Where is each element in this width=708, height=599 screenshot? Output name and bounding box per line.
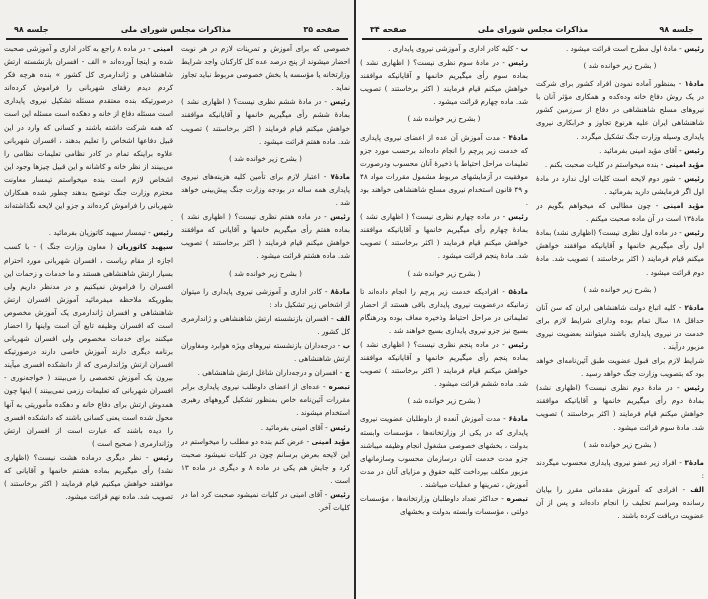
paragraph-text: - کلیه کادر اداری و آموزشی نیروی پایداری . (388, 44, 521, 53)
paragraph (360, 338, 528, 390)
speaker-label: تبصره (328, 382, 350, 392)
paragraph (360, 412, 528, 491)
reading-note: ( بشرح زیر خوانده شد ) (407, 268, 481, 278)
paragraph-text: - چون مطالبی که میخواهم بگویم در مادهٔ۱۳ است در آن ماده صحبت میکنم . (536, 201, 704, 224)
paragraph (536, 381, 704, 433)
page-number: صفحه ۳۵ (303, 24, 340, 34)
page-number: صفحه ۳۴ (370, 24, 407, 34)
paragraph (536, 172, 704, 198)
paragraph (181, 366, 350, 379)
reading-note: ( بشرح زیر خوانده شد ) (583, 439, 657, 449)
paragraph (536, 483, 704, 522)
speaker-label: رئیس (330, 490, 350, 499)
page-header (6, 22, 348, 40)
paragraph (536, 199, 704, 225)
paragraph-text: - مادهٔ اول مطرح است قرائت میشود . (565, 44, 685, 53)
paragraph (536, 226, 704, 278)
paragraph (536, 158, 704, 171)
paragraph (181, 312, 350, 338)
speaker-label: تبصره (506, 494, 528, 503)
reading-note: ( بشرح زیر خوانده شد ) (229, 153, 302, 163)
column-2 (360, 42, 528, 593)
paragraph-text: - افرادی که آموزش مقدماتی مقرر را بپایان رسانده ومراسم تحلیف را انجام داده‌اند و پس از آن عضویت دریافت کرده باشند . (536, 484, 704, 521)
paragraph (181, 339, 350, 365)
page-header (362, 22, 702, 40)
paragraph-text: - افسران و درجه‌داران شاغل ارتش شاهنشاهی . (197, 368, 345, 378)
speaker-label: مادهٔ۲ (684, 302, 704, 312)
column-2 (4, 42, 173, 593)
speaker-label: رئیس (153, 228, 173, 238)
reading-note: ( بشرح زیر خوانده شد ) (583, 284, 657, 294)
speaker-label: مادهٔ۸ (330, 286, 350, 296)
paragraph-text: - در مادهٔ سوم نظری نیست؟ ( اظهاری نشد ) بماده سوم رأی میگیریم خانمها و آقایانیکه موافقند خواهش میکنم قیام فرمایند ( اکثر برخاستند ) تصویب شد. ماده چهارم قرائت میشود . (360, 58, 528, 107)
paragraph (181, 285, 350, 311)
paragraph (360, 56, 528, 108)
speaker-label: امینی (152, 44, 173, 53)
speaker-label: ج (344, 368, 350, 378)
paragraph-text: - تیمسار سپهبد کاتوزیان بفرمائید . (48, 228, 154, 238)
session-number: جلسه ۹۸ (14, 24, 49, 34)
paragraph (181, 210, 350, 262)
column-1 (536, 42, 704, 593)
paragraph-text: - آقای امینی در کلیات نمیشود صحبت کرد اما در کلیات آخر. (181, 490, 350, 513)
paragraph-text: - بمنظور آماده نمودن افراد کشور برای شرکت در یک روش دفاع خانه وده‌کده و همکاری مؤثر آنان با نیروهای مسلح شاهنشاهی در دفاع از سرزمین کشور شاهنشاهی ایران علیه هرنوع تجاوز و خرابکاری نیروی پایداری وسیله وزارت جنگ تشکیل میگردد . (536, 79, 704, 141)
paragraph-text: - افسران بازنشسته ارتش شاهنشاهی و ژاندارمری کل کشور . (181, 313, 350, 336)
speaker-label: مؤید امینی (665, 159, 704, 169)
speaker-label: رئیس (684, 228, 704, 238)
paragraph-text: - کادر اداری و آموزشی نیروی پایداری را میتوان از اشخاص زیر تشکیل داد : (181, 286, 350, 309)
speaker-label: مادهٔ۱ (684, 79, 704, 89)
paragraph-text: خصوصی که برای آموزش و تمرینات لازم در هر نوبت احضار میشوند از پنج درصد عده کل کارکنان واجد شرایط وزارتخانه یا مؤسسه یا بخش خصوصی مربوط نباید تجاوز نماید . (181, 44, 350, 93)
paragraph (4, 226, 173, 239)
paragraph (181, 435, 350, 487)
speaker-label: سپهبد کاتوزیان (117, 242, 173, 252)
text-columns (4, 42, 350, 593)
speaker-label: رئیس (330, 422, 350, 432)
paragraph-text: - درجه‌داران بازنشسته نیروهای ویژه هوابرد ومغاوران ارتش شاهنشاهی . (181, 340, 350, 364)
paragraph-text: - افرادیکه خدمت زیر پرچم را انجام داده‌اند تا زمانیکه درعضویت نیروی پایداری باقی هستند از احضار تعلیماتی در مراحل احتیاط وذخیره معاف بوده ودرهنگام بسیج نیز جزو نیروی پایداری بسیج خواهند شد . (360, 286, 528, 335)
speaker-label: ب (342, 340, 350, 350)
paragraph (181, 421, 350, 434)
column-1 (181, 42, 350, 593)
paragraph-text: - کلیه اتباع دولت شاهنشاهی ایران که سن آنان حداقل ۱۸ سال تمام بوده ودارای شرایط لازم برای خدمت در نیروی پایداری باشند میتوانند بعضویت نیروی مزبور درآیند . (536, 302, 704, 351)
paragraph-text: - حداکثر تعداد داوطلبان وزارتخانه‌ها ، مؤسسات دولتی ، مؤسسات وابسته بدولت و بخشهای (360, 494, 528, 517)
paragraph (4, 240, 173, 450)
paragraph (181, 42, 350, 94)
reading-note: ( بشرح زیر خوانده شد ) (583, 61, 657, 71)
speaker-label: مؤید امینی (311, 436, 350, 446)
speaker-label: ب (520, 44, 528, 53)
text-columns (360, 42, 704, 593)
speaker-label: الف (690, 484, 704, 494)
paragraph-text: - بنده میخواستم در کلیات صحبت بکنم . (544, 159, 666, 169)
speaker-label: رئیس (330, 212, 350, 222)
speaker-label: الف (336, 313, 350, 323)
paragraph-text: - مدت آموزش آنعده از داوطلبان عضویت نیروی پایداری که در یکی از وزارتخانه‌ها ، مؤسسات وابسته بدولت ، بخشهای خصوصی مشغول انجام وظیفه میباشند جزو مدت خدمت آنان درسازمان محسوب وسازمانهای مزبور مکلف بپرداخت کلیه حقوق و مزایای آنان در مدت آموزش ، تمرینها و عملیات میباشند . (360, 414, 528, 489)
speaker-label: مادهٔ۴ (508, 132, 528, 142)
paragraph (4, 42, 173, 225)
paragraph-text: - اعتبار لازم برای تأمین کلیه هزینه‌های نیروی پایداری همه ساله در بودجه وزارت جنگ پیش‌بینی خواهد شد . (181, 171, 350, 208)
paragraph (181, 488, 350, 514)
speaker-label: رئیس (508, 339, 528, 349)
paragraph (181, 380, 350, 419)
page-34 (354, 0, 708, 599)
speaker-label: مؤید امینی (663, 201, 704, 211)
session-number: جلسه ۹۸ (659, 24, 694, 34)
paragraph-text: - در ماده ۸ راجع به کادر اداری و آموزشی صحبت شده و اینجا آورده‌اند « الف - افسران بازنشسته ارتش شاهنشاهی و ژاندارمری کل کشور » بنده هرچه فکر کردم دیدم رفقای شهربانی را فراموش کرده‌اند درصورتیکه بنده معتقدم مسئله تشکیل نیروی پایداری است مسئله دفاع از خانه و دهکده است مسئله این است که همه شرکت داشته باشند و کسانی که وارد در این قبیل دفاعها اشخاص را تعلیم بدهند ، افسران شهربانی علاوه براینکه تمام در کادر نظامی تعلیمات نظامی را می‌بینند از نظر خانه و کاشانه و این قبیل چیزها وجود این اشخاص لازم است بنده میخواستم تیمسار معاونت محترم وزارت جنگ توضیح بدهند چطور شده همکاران شهربانی را فراموش کرده‌اند و جزو این لایحه نگذاشته‌اند . (4, 44, 173, 224)
speaker-label: رئیس (684, 383, 704, 393)
paragraph (360, 42, 528, 55)
paragraph-text: - در ماده هفتم نظری نیست؟ ( اظهاری نشد ) بماده هفتم رأی میگیریم خانمها و آقایانی که موافقند خواهش میکنم قیام فرمایند ( اکثر برخاستند ) تصویب شد. ماده هشتم قرائت میشود . (181, 212, 350, 261)
paragraph-text: - عرض کنم بنده دو مطلب را میخواستم در این لایحه بعرض برسانم چون در کلیات نمیشود صحبت کرد و جایش هم یکی در ماده ۸ و دیگری در ماده ۱۳ است . (181, 436, 350, 485)
paragraph-text: شرایط لازم برای قبول عضویت طبق آئین‌نامه‌ای خواهد بود که بتصویب وزارت جنگ خواهد رسید . (536, 356, 704, 379)
speaker-label: رئیس (508, 212, 528, 222)
reading-note: ( بشرح زیر خوانده شد ) (229, 268, 302, 278)
publication-title: مذاکرات مجلس شورای ملی (120, 24, 232, 34)
paragraph (536, 77, 704, 142)
speaker-label: رئیس (684, 145, 704, 155)
speaker-label: مادهٔ۳ (684, 457, 704, 467)
paragraph-text: - در مادهٔ ششم نظری نیست؟ ( اظهاری نشد ) بمادهٔ ششم رأی میگیریم خانمها و آقایانیکه موافقند خواهش میکنم قیام فرمایند ( اکثر برخاستند ) تصویب شد. ماده هفتم قرائت میشود . (181, 97, 350, 146)
paragraph-text: - در ماده اول نظری نیست؟ (اظهاری نشد) بمادهٔ اول رأی میگیریم خانمها و آقایانیکه موافقند خواهش میکنم قیام فرمایند ( اکثر برخاستند ) تصویب شد. مادهٔ دوم قرائت میشود . (536, 228, 704, 277)
speaker-label: مادهٔ۶ (508, 414, 528, 424)
paragraph (181, 170, 350, 209)
paragraph (536, 301, 704, 353)
paragraph (360, 131, 528, 210)
paragraph (360, 210, 528, 262)
speaker-label: رئیس (684, 44, 704, 53)
speaker-label: رئیس (684, 173, 704, 183)
speaker-label: مادهٔ۵ (508, 286, 528, 296)
paragraph-text: ( معاون وزارت جنگ ) - با کسب اجازه از مقام ریاست ، افسران شهربانی مورد احترام بسیار ارتش شاهنشاهی هستند و ما خدمات و زحمات این افسران را فراموش نمیکنیم و در مدنظر داریم ولی بطوریکه ملاحظه میفرمائید آموزش افسران ارتش شاهنشاهی و افسران ژاندارمری یک آموزش مخصوص است که افسران وظیفه تابع آن است واینها را احضار میکنند برای خدمات مخصوص ولی افسران شهربانی برنامه دیگری دارند آموزش خاصی دارند درصورتیکه افسران ارتش وژاندارمری که از دانشکده افسری میآیند بیرون یک آموزش تخصصی را می‌بینند ( خواجه‌نوری - افسران شهربانی که تعلیمات رزمی نمی‌بینند ) اینها چون همدوش ارتش برای دفاع خانه و دهکده مأموریتی به آنها محول شده است یعنی کسانی باشند که دانشکده افسری را دیده باشند که عبارت است از افسران ارتش وژاندارمری ( صحیح است ) (4, 242, 173, 448)
speaker-label: رئیس (153, 452, 173, 462)
paragraph (360, 492, 528, 518)
paragraph-text: - مدت آموزش آن عده از اعضای نیروی پایداری که خدمت زیر پرچم را انجام داده‌اند برحسب مورد جزو تعلیمات مراحل احتیاط یا ذخیرهٔ آنان محسوب ودرصورت موفقیت در آزمایشهای مربوط مشمول مقررات مواد ۴۸ و ۴۹ قانون استخدام نیروی مسلح شاهنشاهی خواهند بود . (360, 132, 528, 208)
paragraph-text: - شور دوم لایحه است کلیات اول ندارد در مادهٔ اول اگر فرمایشی دارید بفرمائید . (536, 173, 704, 196)
paragraph-text: - آقای امینی بفرمائید . (260, 422, 331, 432)
paragraph (536, 42, 704, 55)
speaker-label: مادهٔ۷ (330, 171, 350, 181)
paragraph (360, 285, 528, 337)
paragraph-text: - آقای مؤید امینی بفرمائید . (599, 145, 685, 155)
speaker-label: رئیس (508, 58, 528, 68)
publication-title: مذاکرات مجلس شورای ملی (477, 24, 589, 34)
paragraph (536, 354, 704, 380)
reading-note: ( بشرح زیر خوانده شد ) (407, 114, 481, 124)
paragraph (536, 144, 704, 157)
paragraph-text: - عده‌ای از اعضای داوطلب نیروی پایداری برابر مقررات آئین‌نامه خاص بمنظور تشکیل گروههای رهبری استخدام میشوند . (181, 382, 350, 418)
paragraph (181, 95, 350, 147)
paragraph (536, 456, 704, 482)
paragraph-text: - افراد زیر عضو نیروی پایداری محسوب میگردند : (536, 457, 704, 480)
paragraph-text: - در ماده چهارم نظری نیست؟ ( اظهاری نشد ) بمادهٔ چهارم رأی میگیریم خانمها و آقایانیکه موافقند خواهش میکنم قیام فرمایند ( اکثر برخاستند ) تصویب شد. مادهٔ پنجم قرائت میشود . (360, 212, 528, 261)
reading-note: ( بشرح زیر خوانده شد ) (407, 396, 481, 406)
paragraph-text: - در ماده پنجم نظری نیست؟ ( اظهاری نشد ) بماده پنجم رأی میگیریم خانمها و آقایانیکه موافقند خواهش میکنم قیام فرمایند ( اکثر برخاستند ) تصویب شد. ماده ششم قرائت میشود . (360, 339, 528, 389)
paragraph (4, 451, 173, 503)
speaker-label: رئیس (330, 97, 350, 107)
paragraph-text: - در مادهٔ دوم نظری نیست؟ (اظهاری نشد) بمادهٔ دوم رأی میگیریم خانمها و آقایانیکه موافقند خواهش میکنم قیام فرمایند ( اکثر برخاستند ) تصویب شد. مادهٔ سوم قرائت میشود . (536, 383, 704, 432)
paragraph-text: - نظر دیگری درماده هشت نیست؟ (اظهاری نشد) رأی میگیریم بماده هشتم خانمها و آقایانی که موافقند خواهش میکنیم قیام فرمایند ( اکثر برخاستند ) تصویب شد. ماده نهم قرائت میشود. (4, 452, 173, 502)
